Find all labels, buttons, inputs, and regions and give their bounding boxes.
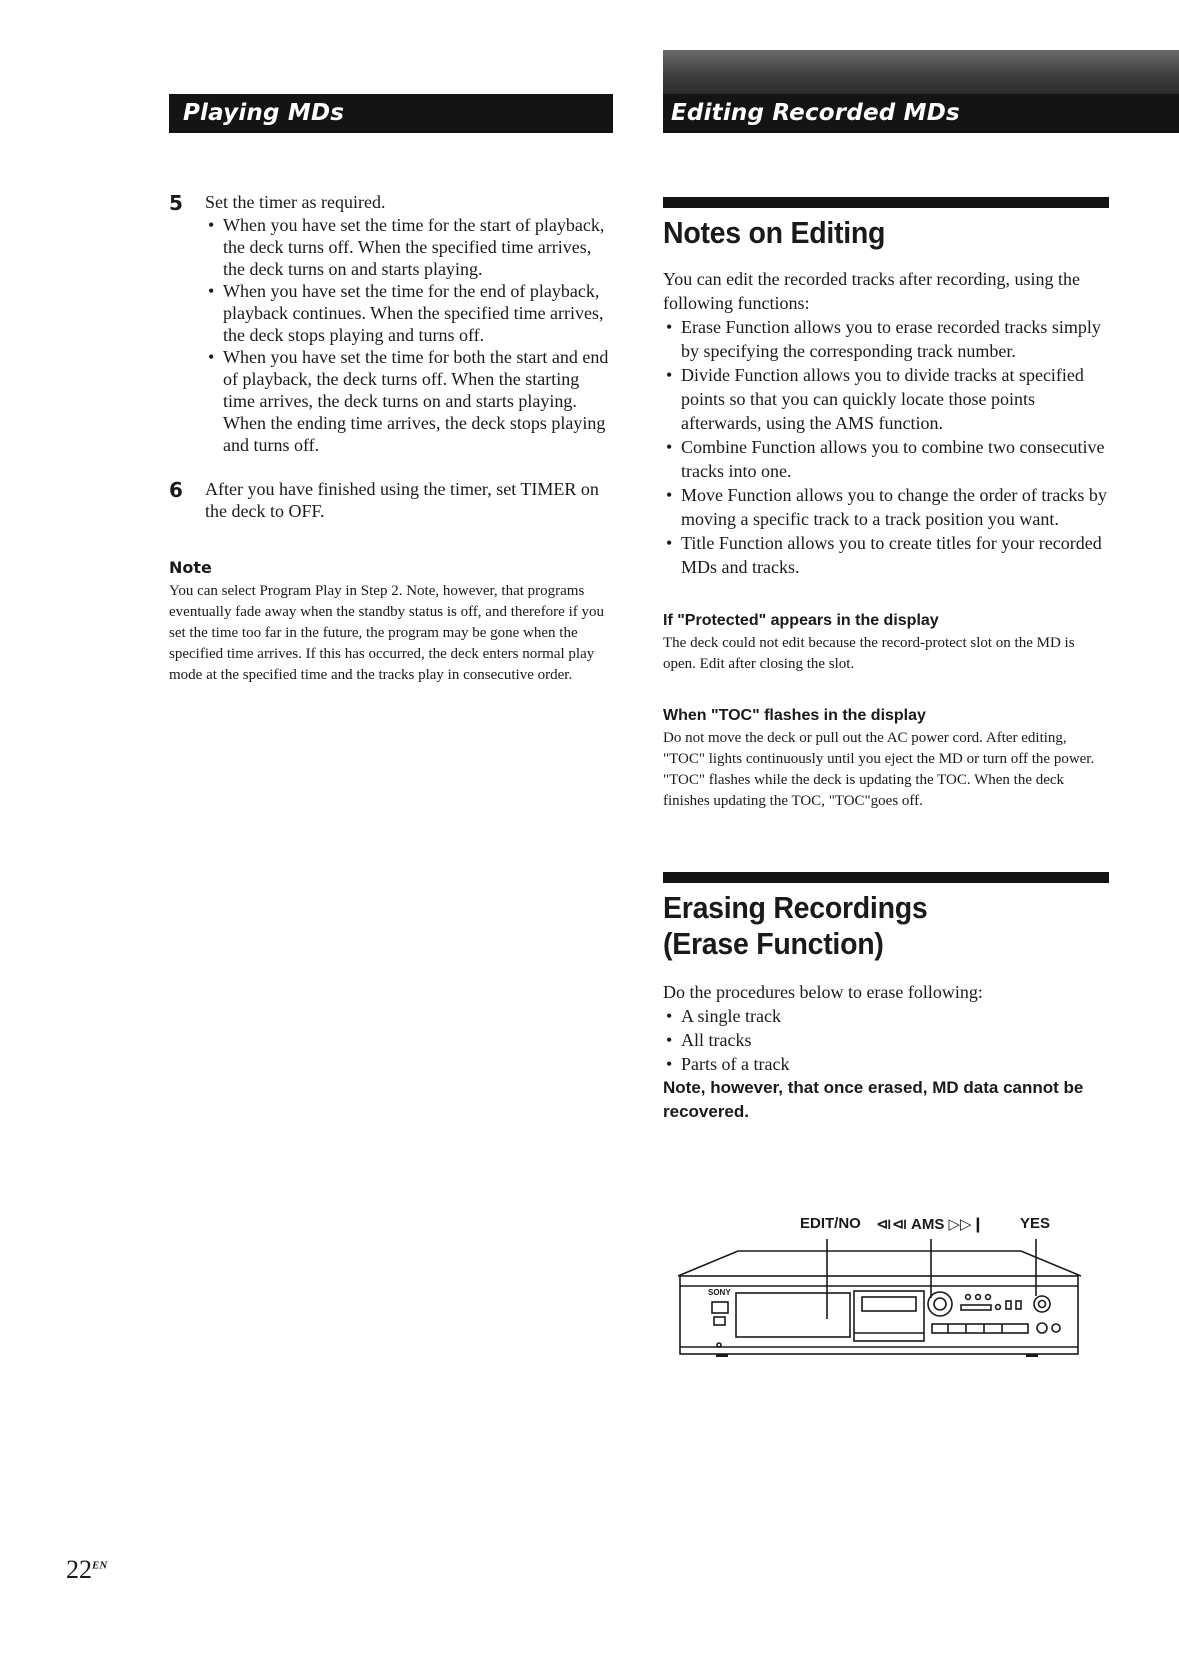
note-text: You can select Program Play in Step 2. Note, however, that programs eventually fade away when the standby status is off, and therefore if you set the time too far in the future, the program may be gone when the specified time arrives. If this has occurred, the deck enters normal play mode at the specified time and the tracks play in consecutive order.: [169, 583, 604, 683]
label-yes: YES: [1020, 1215, 1051, 1232]
list-item: • Move Function allows you to change the order of tracks by moving a specific track to a track position you want.: [663, 483, 1108, 531]
erase-warning: Note, however, that once erased, MD data cannot be recovered.: [663, 1078, 1084, 1121]
right-column: [663, 197, 1108, 1124]
edit-functions-list: [663, 315, 1108, 579]
protected-text: The deck could not edit because the record-protect slot on the MD is open. Edit after closing the slot.: [663, 635, 1075, 672]
left-column: [169, 191, 609, 686]
list-item: • All tracks: [663, 1028, 1108, 1052]
step-text: After you have finished using the timer, set TIMER on the deck to OFF.: [205, 479, 599, 521]
list-item: • Parts of a track: [663, 1052, 1108, 1076]
list-item: • Title Function allows you to create titles for your recorded MDs and tracks.: [663, 531, 1108, 579]
erasing-title-line1: Erasing Recordings: [663, 890, 928, 925]
list-item: • Combine Function allows you to combine two consecutive tracks into one.: [663, 435, 1108, 483]
section-rule: [663, 872, 1109, 883]
list-item: • When you have set the time for the start of playback, the deck turns off. When the specified time arrives, the deck turns on and starts playing.: [205, 214, 609, 280]
label-ams: ⧏⧏ AMS ▷▷❙: [876, 1216, 985, 1233]
erasing-intro: Do the procedures below to erase following:: [663, 982, 983, 1002]
toc-text: Do not move the deck or pull out the AC power cord. After editing, "TOC" lights continuously until you eject the MD or turn off the power. "TOC" flashes while the deck is updating the TOC. When the deck finishes updating the TOC, "TOC"goes off.: [663, 730, 1095, 809]
section-header-editing: Editing Recorded MDs: [663, 94, 1179, 133]
page-number: [66, 1555, 107, 1585]
label-edit-no: EDIT/NO: [800, 1215, 861, 1232]
section-header-playing: Playing MDs: [169, 94, 613, 133]
header-gradient-band: [663, 50, 1179, 94]
toc-title: When "TOC" flashes in the display: [663, 707, 926, 724]
section-rule: [663, 197, 1109, 208]
step-number: 5: [169, 191, 183, 215]
deck-drawing: [676, 1215, 1086, 1357]
list-item: • Divide Function allows you to divide tracks at specified points so that you can quickly locate those points afterwards, using the AMS function.: [663, 363, 1108, 435]
step-5-bullets: [205, 214, 609, 456]
list-item: • A single track: [663, 1004, 1108, 1028]
page-suffix: EN: [92, 1559, 108, 1572]
list-item: • When you have set the time for the end of playback, playback continues. When the specified time arrives, the deck stops playing and turns off.: [205, 280, 609, 346]
list-item: • When you have set the time for both the start and end of playback, the deck turns off. When the starting time arrives, the deck turns on and starts playing. When the ending time arrives, the deck stops playing and turns off.: [205, 346, 609, 456]
brand-logo: SONY: [708, 1288, 731, 1297]
notes-intro: You can edit the recorded tracks after recording, using the following functions:: [663, 269, 1081, 313]
deck-illustration: [676, 1215, 1086, 1357]
page-number-value: 22: [66, 1555, 92, 1584]
list-item: • Erase Function allows you to erase recorded tracks simply by specifying the corresponding track number.: [663, 315, 1108, 363]
step-5: [169, 191, 609, 456]
protected-title: If "Protected" appears in the display: [663, 612, 939, 629]
erase-targets-list: [663, 1004, 1108, 1076]
step-number: 6: [169, 478, 183, 502]
erasing-title: [663, 890, 1072, 962]
note-title: Note: [169, 558, 212, 577]
step-text: Set the timer as required.: [205, 192, 386, 212]
erasing-title-line2: (Erase Function): [663, 926, 884, 961]
notes-on-editing-title: Notes on Editing: [663, 215, 886, 250]
step-6: [169, 478, 609, 522]
